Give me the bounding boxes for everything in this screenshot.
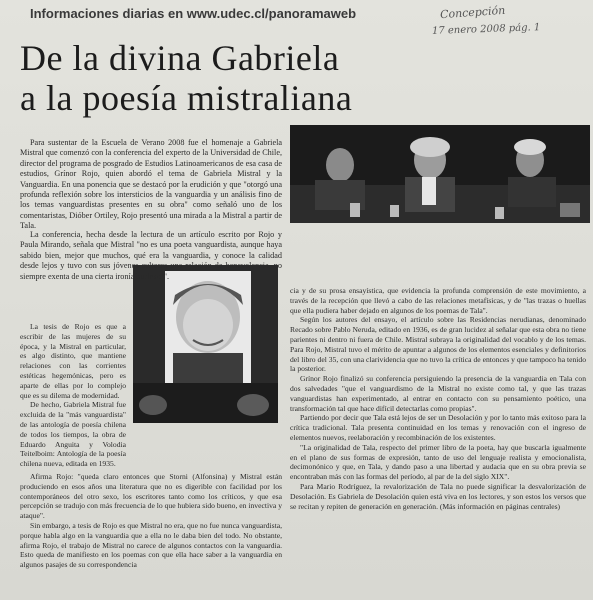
column-left-bottom xyxy=(20,472,282,570)
source-header: Informaciones diarias en www.udec.cl/panoramaweb xyxy=(30,6,357,21)
paragraph-desolacion: Partiendo por decir que Tala está lejos de ser un Desolación y por lo tanto más exitoso para la crítica tradicional. Tala presenta continuidad en los temas y renovación con el ingreso de elementos nuevos, reelaboración y recombinación de los existentes. xyxy=(290,413,586,442)
paragraph-salvedades: Grínor Rojo finalizó su conferencia persiguiendo la presencia de la vanguardia en Tala con dos salvedades "que el vanguardismo de la Mistral no existe como tal, y que las trazas vanguardistas han experimentado, al entrar en contacto con su pensamiento poético, una transformación tal que hace difícil detectarlas como propias". xyxy=(290,374,586,413)
column-right xyxy=(290,286,586,511)
mistral-portrait-photo xyxy=(133,265,278,423)
column-left-upper xyxy=(20,138,282,232)
paragraph-exclusion: De hecho, Gabriela Mistral fue excluida de la "más vanguardista" de las antología de poesía chilena de todos los tiempos, la obra de Eduardo Anguita y Volodia Teitelboim: Antología de la poesía chilena nueva, editada en 1935. xyxy=(20,400,126,469)
panel-photo-drawing xyxy=(290,125,590,223)
paragraph-thesis: La tesis de Rojo es que a escribir de las mujeres de su época, y la Mistral en particular, es algo distinto, que mantiene relaciones con las corrientes estéticas hegemónicas, pero es aparte de ellas por lo complejo que es su dilema de modernidad. xyxy=(20,322,126,400)
handwritten-date: 17 enero 2008 pág. 1 xyxy=(431,22,541,37)
portrait-photo-drawing xyxy=(133,265,278,423)
headline xyxy=(20,38,352,118)
paragraph-intro: Para sustentar de la Escuela de Verano 2008 fue el homenaje a Gabriela Mistral que comenzó con la conferencia del experto de la Universidad de Chile, director del programa de posgrado de Estudios Latinoamericanos de esa casa de estudios, Grínor Rojo, quien abordó el tema de Gabriela Mistral y la Vanguardia. En una ponencia que se destacó por la erudición y que "otorgó una profunda reflexión sobre los intersticios de la vanguardia y un análisis fino de los temas vanguardistas presentes en su obra" como señaló uno de los comentaristas, Dióber Ortiley, Rojo presentó una mirada a la Mistral a partir de Tala. xyxy=(20,138,282,231)
column-narrow xyxy=(20,322,126,469)
column-left-p2 xyxy=(20,230,282,282)
paragraph-not-vanguard: Sin embargo, a tesis de Rojo es que Mistral no era, que no fue nunca vanguardista, porque habla algo en la vanguardia que a ella no le daba bien del todo. No obstante, afirma Rojo, el trabajo de Mistral no carece de algunos contactos con la vanguardia. Esto queda de manifiesto en los poemas con que ella hace saber a la vanguardia en algunos pasajes de su correspondencia xyxy=(20,520,282,570)
event-panel-photo xyxy=(290,125,590,223)
paragraph-originalidad: "La originalidad de Tala, respecto del primer libro de la poeta, hay que buscarla igualmente en el plano de sus formas de expresión, tanto de uso del lenguaje realista y emocionalista, decimonónico y que, en Tala, y dando paso a una libertad y audacia que en su obra previa se encontraban más con las formas del período, al par de la del siglo XIX". xyxy=(290,442,586,482)
headline-line-2: a la poesía mistraliana xyxy=(20,78,353,118)
paragraph-residencias: Según los autores del ensayo, el artículo sobre las Residencias nerudianas, denominado Recado sobre Pablo Neruda, editado en 1936, es de gran lucidez al señalar que esta obra no tiene parientes ni dentro ni fuera de Chile. Mistral subraya la originalidad del vocablo y de los temas. Para Rojo, Mistral tuvo el mérito de apuntar a algunos de los elementos esenciales y definitorios del libro del 35, con una clarividencia que no tuvo la crítica de entonces y que tampoco ha tenido la posterior. xyxy=(290,315,586,374)
handwritten-paper-name: Concepción xyxy=(439,3,506,22)
paragraph-rodriguez: Para Mario Rodríguez, la revalorización de Tala no puede significar la desvalorización de Desolación. Es Gabriela de Desolación quien está viva en los lectores, y son estos los versos que se recitan y repiten de generación en generación. (Más información en páginas centrales) xyxy=(290,481,586,511)
paragraph-storni: Afirma Rojo: "queda claro entonces que Storni (Alfonsina) y Mistral están produciendo en esos años una literatura que no es digerible con facilidad por los contemporáneos del otro sexo, los escritores tanto como los críticos, y que esa percepción se tradujo con más frecuencia de lo que hubiera sido bueno, en invectiva y ataque". xyxy=(20,472,282,521)
paragraph-right-continuation: cia y de su prosa ensayística, que evidencia la profunda comprensión de este movimiento, a través de la recepción que llevó a cabo de las relaciones metafísicas, y de "las trazas o huellas que ella pudiera haber dejado en algunos de los poemas de Tala". xyxy=(290,286,586,315)
paragraph-conference: La conferencia, hecha desde la lectura de un artículo escrito por Rojo y Paula Mirando, señala que Mistral "no es una poeta vanguardista, aunque haya sabido bien, mejor que muchos, qué era la vanguardia, y conoce la calidad desde lejos y tuvo con sus jóvenes cultores una relación de benevolencia, no siempre exenta de una cierta ironía burlesca". xyxy=(20,230,282,281)
headline-line-1: De la divina Gabriela xyxy=(20,38,340,78)
